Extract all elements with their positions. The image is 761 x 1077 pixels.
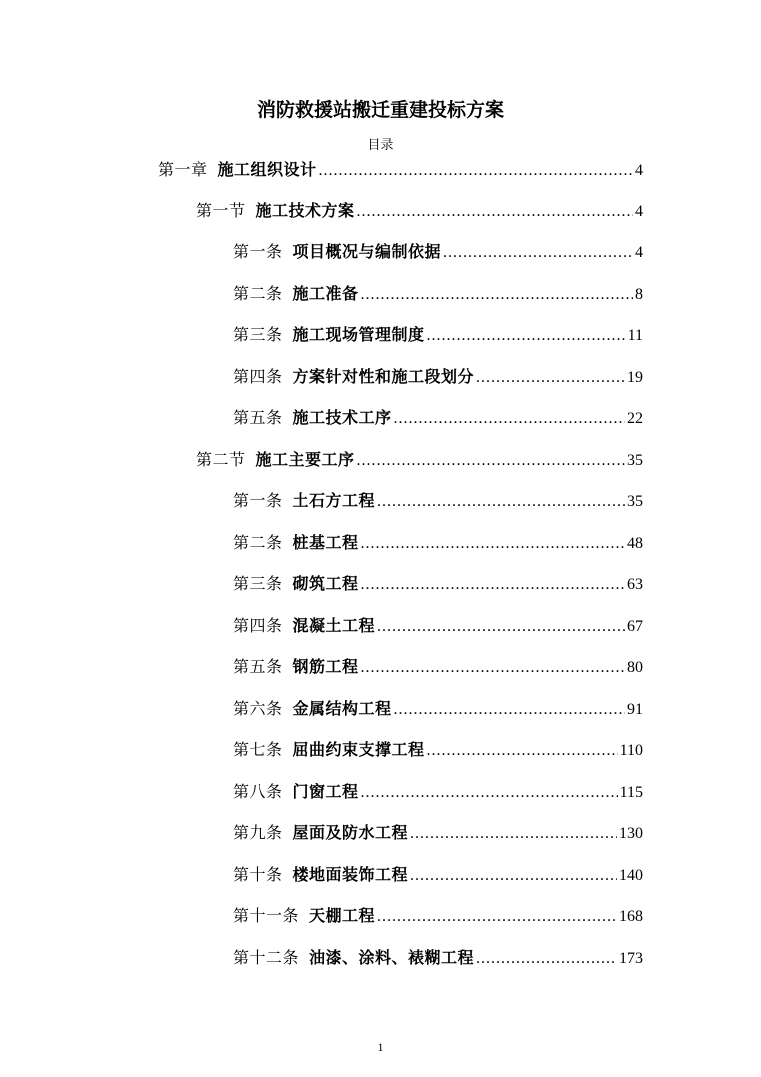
toc-entry-article[interactable] [233,282,643,307]
toc-entry-article[interactable] [233,946,643,971]
toc-entry-label: 第二条 [233,284,283,303]
toc-entry-title: 施工主要工序 [255,450,355,469]
toc-entry-page: 35 [627,493,643,510]
toc-entry-article[interactable] [233,365,643,390]
toc-entry-title: 油漆、涂料、裱糊工程 [309,948,475,967]
toc-entry-article[interactable] [233,904,643,929]
toc-entry-section-1[interactable] [196,199,643,224]
toc-entry-article[interactable] [233,323,643,348]
toc-entry-page: 4 [635,162,643,179]
toc-entry-page: 115 [619,784,643,801]
toc-entry-title: 混凝土工程 [292,616,376,635]
toc-entry-article[interactable] [233,655,643,680]
toc-entry-page: 110 [619,742,643,759]
toc-dot-leader [357,449,625,473]
toc-entry-label: 第五条 [233,408,283,427]
toc-dot-leader [410,864,617,888]
toc-dot-leader [377,905,617,929]
toc-entry-label: 第七条 [233,740,283,759]
toc-entry-label: 第一条 [233,242,283,261]
toc-entry-label: 第六条 [233,699,283,718]
toc-entry-title: 施工组织设计 [217,160,317,179]
toc-entry-title: 施工准备 [292,284,359,303]
toc-entry-label: 第十二条 [233,948,300,967]
toc-entry-title: 楼地面装饰工程 [292,865,409,884]
document-title: 消防救援站搬迁重建投标方案 [256,99,504,121]
toc-heading: 目录 [367,138,394,153]
toc-entry-title: 桩基工程 [292,533,359,552]
toc-dot-leader [361,532,625,556]
toc-entry-title: 门窗工程 [292,782,359,801]
toc-entry-title: 施工技术工序 [292,408,392,427]
toc-entry-article[interactable] [233,406,643,431]
toc-dot-leader [476,947,617,971]
toc-entry-page: 4 [635,203,643,220]
toc-entry-page: 4 [635,244,643,261]
toc-entry-label: 第四条 [233,616,283,635]
toc-entry-page: 67 [627,618,643,635]
toc-dot-leader [394,698,625,722]
toc-dot-leader [427,739,618,763]
toc-entry-article[interactable] [233,863,643,888]
toc-dot-leader [361,656,625,680]
toc-dot-leader [476,366,625,390]
toc-entry-title: 项目概况与编制依据 [292,242,442,261]
toc-entry-page: 130 [619,825,643,842]
toc-entry-label: 第四条 [233,367,283,386]
toc-dot-leader [377,490,625,514]
toc-entry-title: 屈曲约束支撑工程 [292,740,425,759]
toc-entry-article[interactable] [233,821,643,846]
toc-entry-title: 土石方工程 [292,491,376,510]
toc-entry-title: 金属结构工程 [292,699,392,718]
toc-entry-label: 第九条 [233,823,283,842]
toc-entry-page: 168 [619,908,643,925]
toc-entry-title: 施工现场管理制度 [292,325,425,344]
toc-entry-article[interactable] [233,738,643,763]
toc-dot-leader [361,781,618,805]
toc-entry-title: 天棚工程 [309,906,376,925]
toc-dot-leader [427,324,626,348]
toc-entry-article[interactable] [233,240,643,265]
toc-entry-page: 22 [627,410,643,427]
toc-entry-label: 第一节 [196,201,246,220]
toc-entry-section-2[interactable] [196,448,643,473]
toc-entry-label: 第十一条 [233,906,300,925]
toc-entry-page: 19 [627,369,643,386]
toc-entry-label: 第二条 [233,533,283,552]
toc-dot-leader [361,283,633,307]
toc-entry-page: 48 [627,535,643,552]
toc-entry-article[interactable] [233,697,643,722]
toc-entry-label: 第一章 [158,160,208,179]
toc-entry-page: 140 [619,867,643,884]
page-number: 1 [377,1040,384,1054]
toc-entry-page: 173 [619,950,643,967]
toc-dot-leader [377,615,625,639]
toc-entry-title: 施工技术方案 [255,201,355,220]
toc-entry-article[interactable] [233,531,643,556]
toc-dot-leader [319,159,633,183]
toc-entry-label: 第十条 [233,865,283,884]
toc-entry-label: 第一条 [233,491,283,510]
toc-entry-article[interactable] [233,780,643,805]
toc-entry-label: 第八条 [233,782,283,801]
toc-dot-leader [410,822,617,846]
toc-dot-leader [357,200,633,224]
toc-entry-page: 91 [627,701,643,718]
toc-entry-article[interactable] [233,614,643,639]
toc-entry-page: 80 [627,659,643,676]
toc-entry-page: 8 [635,286,643,303]
toc-entry-page: 35 [627,452,643,469]
toc-entry-title: 钢筋工程 [292,657,359,676]
toc-entry-label: 第五条 [233,657,283,676]
toc-entry-title: 屋面及防水工程 [292,823,409,842]
toc-entry-article[interactable] [233,489,643,514]
toc-dot-leader [361,573,625,597]
toc-entry-page: 11 [627,327,643,344]
toc-entry-title: 砌筑工程 [292,574,359,593]
toc-entry-chapter-1[interactable] [158,158,643,183]
toc-entry-page: 63 [627,576,643,593]
toc-dot-leader [443,241,633,265]
toc-entry-label: 第二节 [196,450,246,469]
toc-entry-title: 方案针对性和施工段划分 [292,367,475,386]
toc-entry-label: 第三条 [233,325,283,344]
toc-entry-article[interactable] [233,572,643,597]
toc-dot-leader [394,407,625,431]
toc-entry-label: 第三条 [233,574,283,593]
